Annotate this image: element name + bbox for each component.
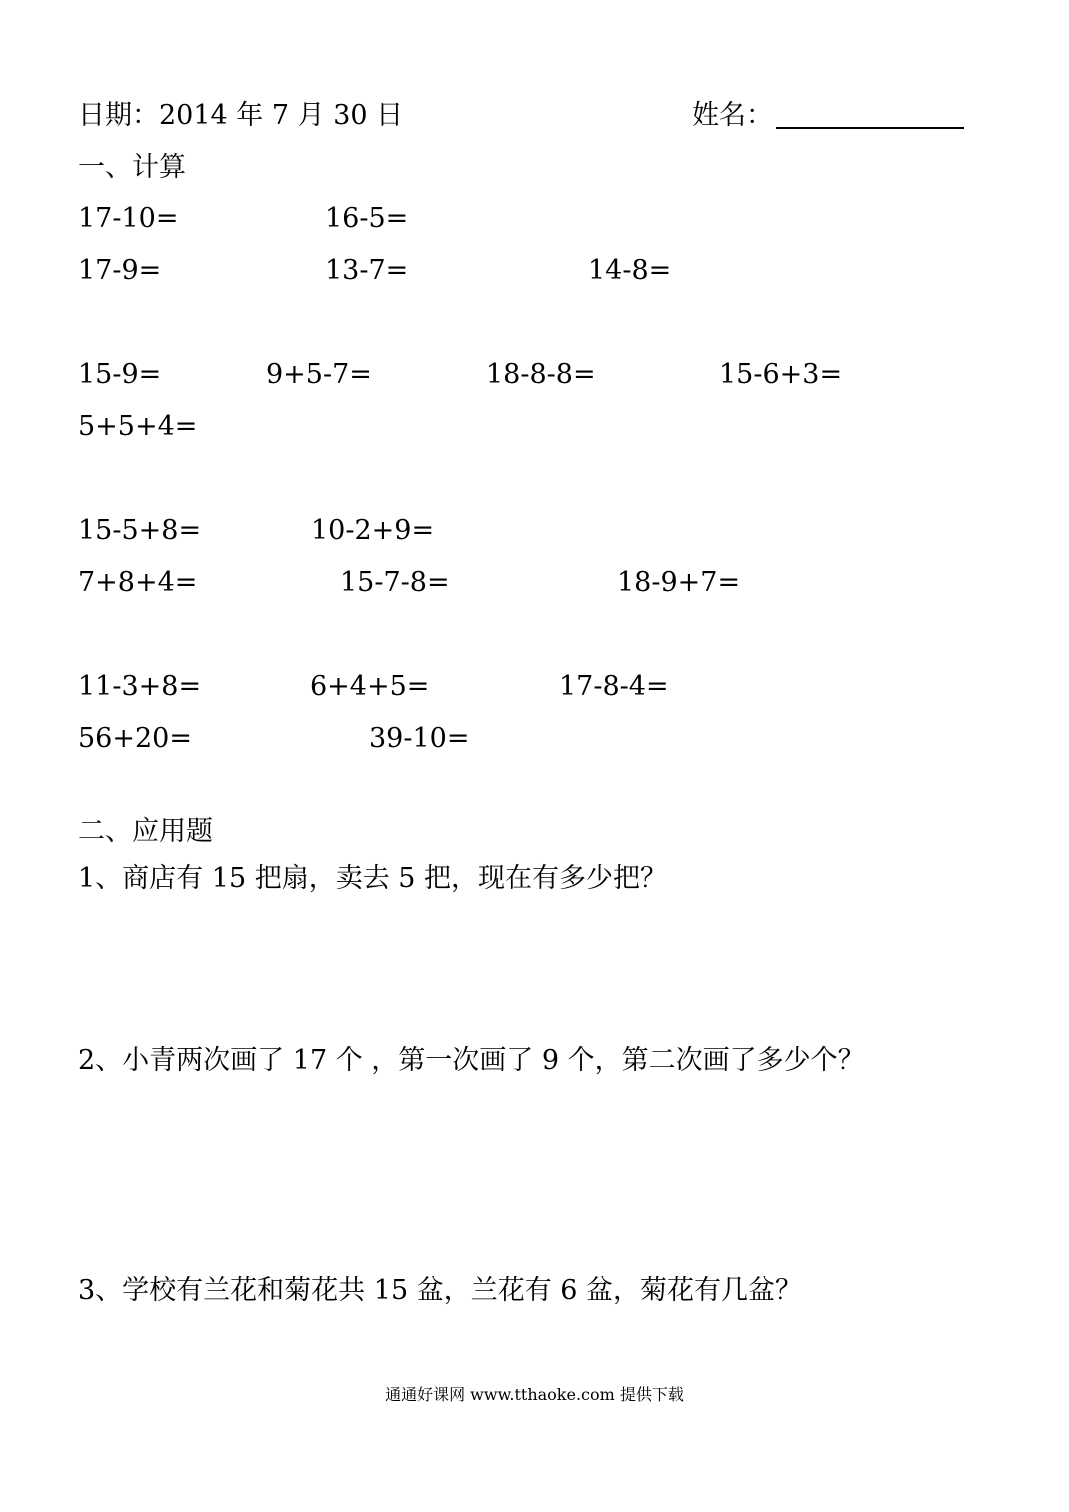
problem: 15-6+3= (719, 359, 843, 390)
problem: 6+4+5= (310, 671, 430, 702)
problem: 13-7= (325, 255, 409, 286)
page-footer: 通通好课网 www.tthaoke.com 提供下载 (385, 1385, 684, 1404)
problem: 15-7-8= (340, 567, 450, 598)
problem: 18-9+7= (617, 567, 741, 598)
date-label: 日期：2014 年 7 月 30 日 (78, 100, 404, 131)
section-title-calculation: 一、计算 (78, 152, 186, 183)
problem: 14-8= (588, 255, 672, 286)
problem: 56+20= (78, 723, 192, 754)
problem: 39-10= (369, 723, 470, 754)
problem: 11-3+8= (78, 671, 202, 702)
problem: 9+5-7= (266, 359, 372, 390)
problem: 18-8-8= (486, 359, 596, 390)
problem: 5+5+4= (78, 411, 198, 442)
word-problem: 2、小青两次画了 17 个 ，第一次画了 9 个，第二次画了多少个？ (78, 1045, 865, 1076)
problem: 15-5+8= (78, 515, 202, 546)
section-title-word-problems: 二、应用题 (78, 816, 213, 847)
problem: 17-9= (78, 255, 162, 286)
problem: 16-5= (325, 203, 409, 234)
problem: 15-9= (78, 359, 162, 390)
name-blank-line[interactable] (776, 127, 964, 129)
problem: 10-2+9= (311, 515, 435, 546)
name-label: 姓名： (692, 100, 773, 131)
word-problem: 1、商店有 15 把扇，卖去 5 把，现在有多少把？ (78, 863, 668, 894)
word-problem: 3、学校有兰花和菊花共 15 盆，兰花有 6 盆，菊花有几盆？ (78, 1275, 803, 1306)
problem: 17-8-4= (559, 671, 669, 702)
problem: 17-10= (78, 203, 179, 234)
problem: 7+8+4= (78, 567, 198, 598)
